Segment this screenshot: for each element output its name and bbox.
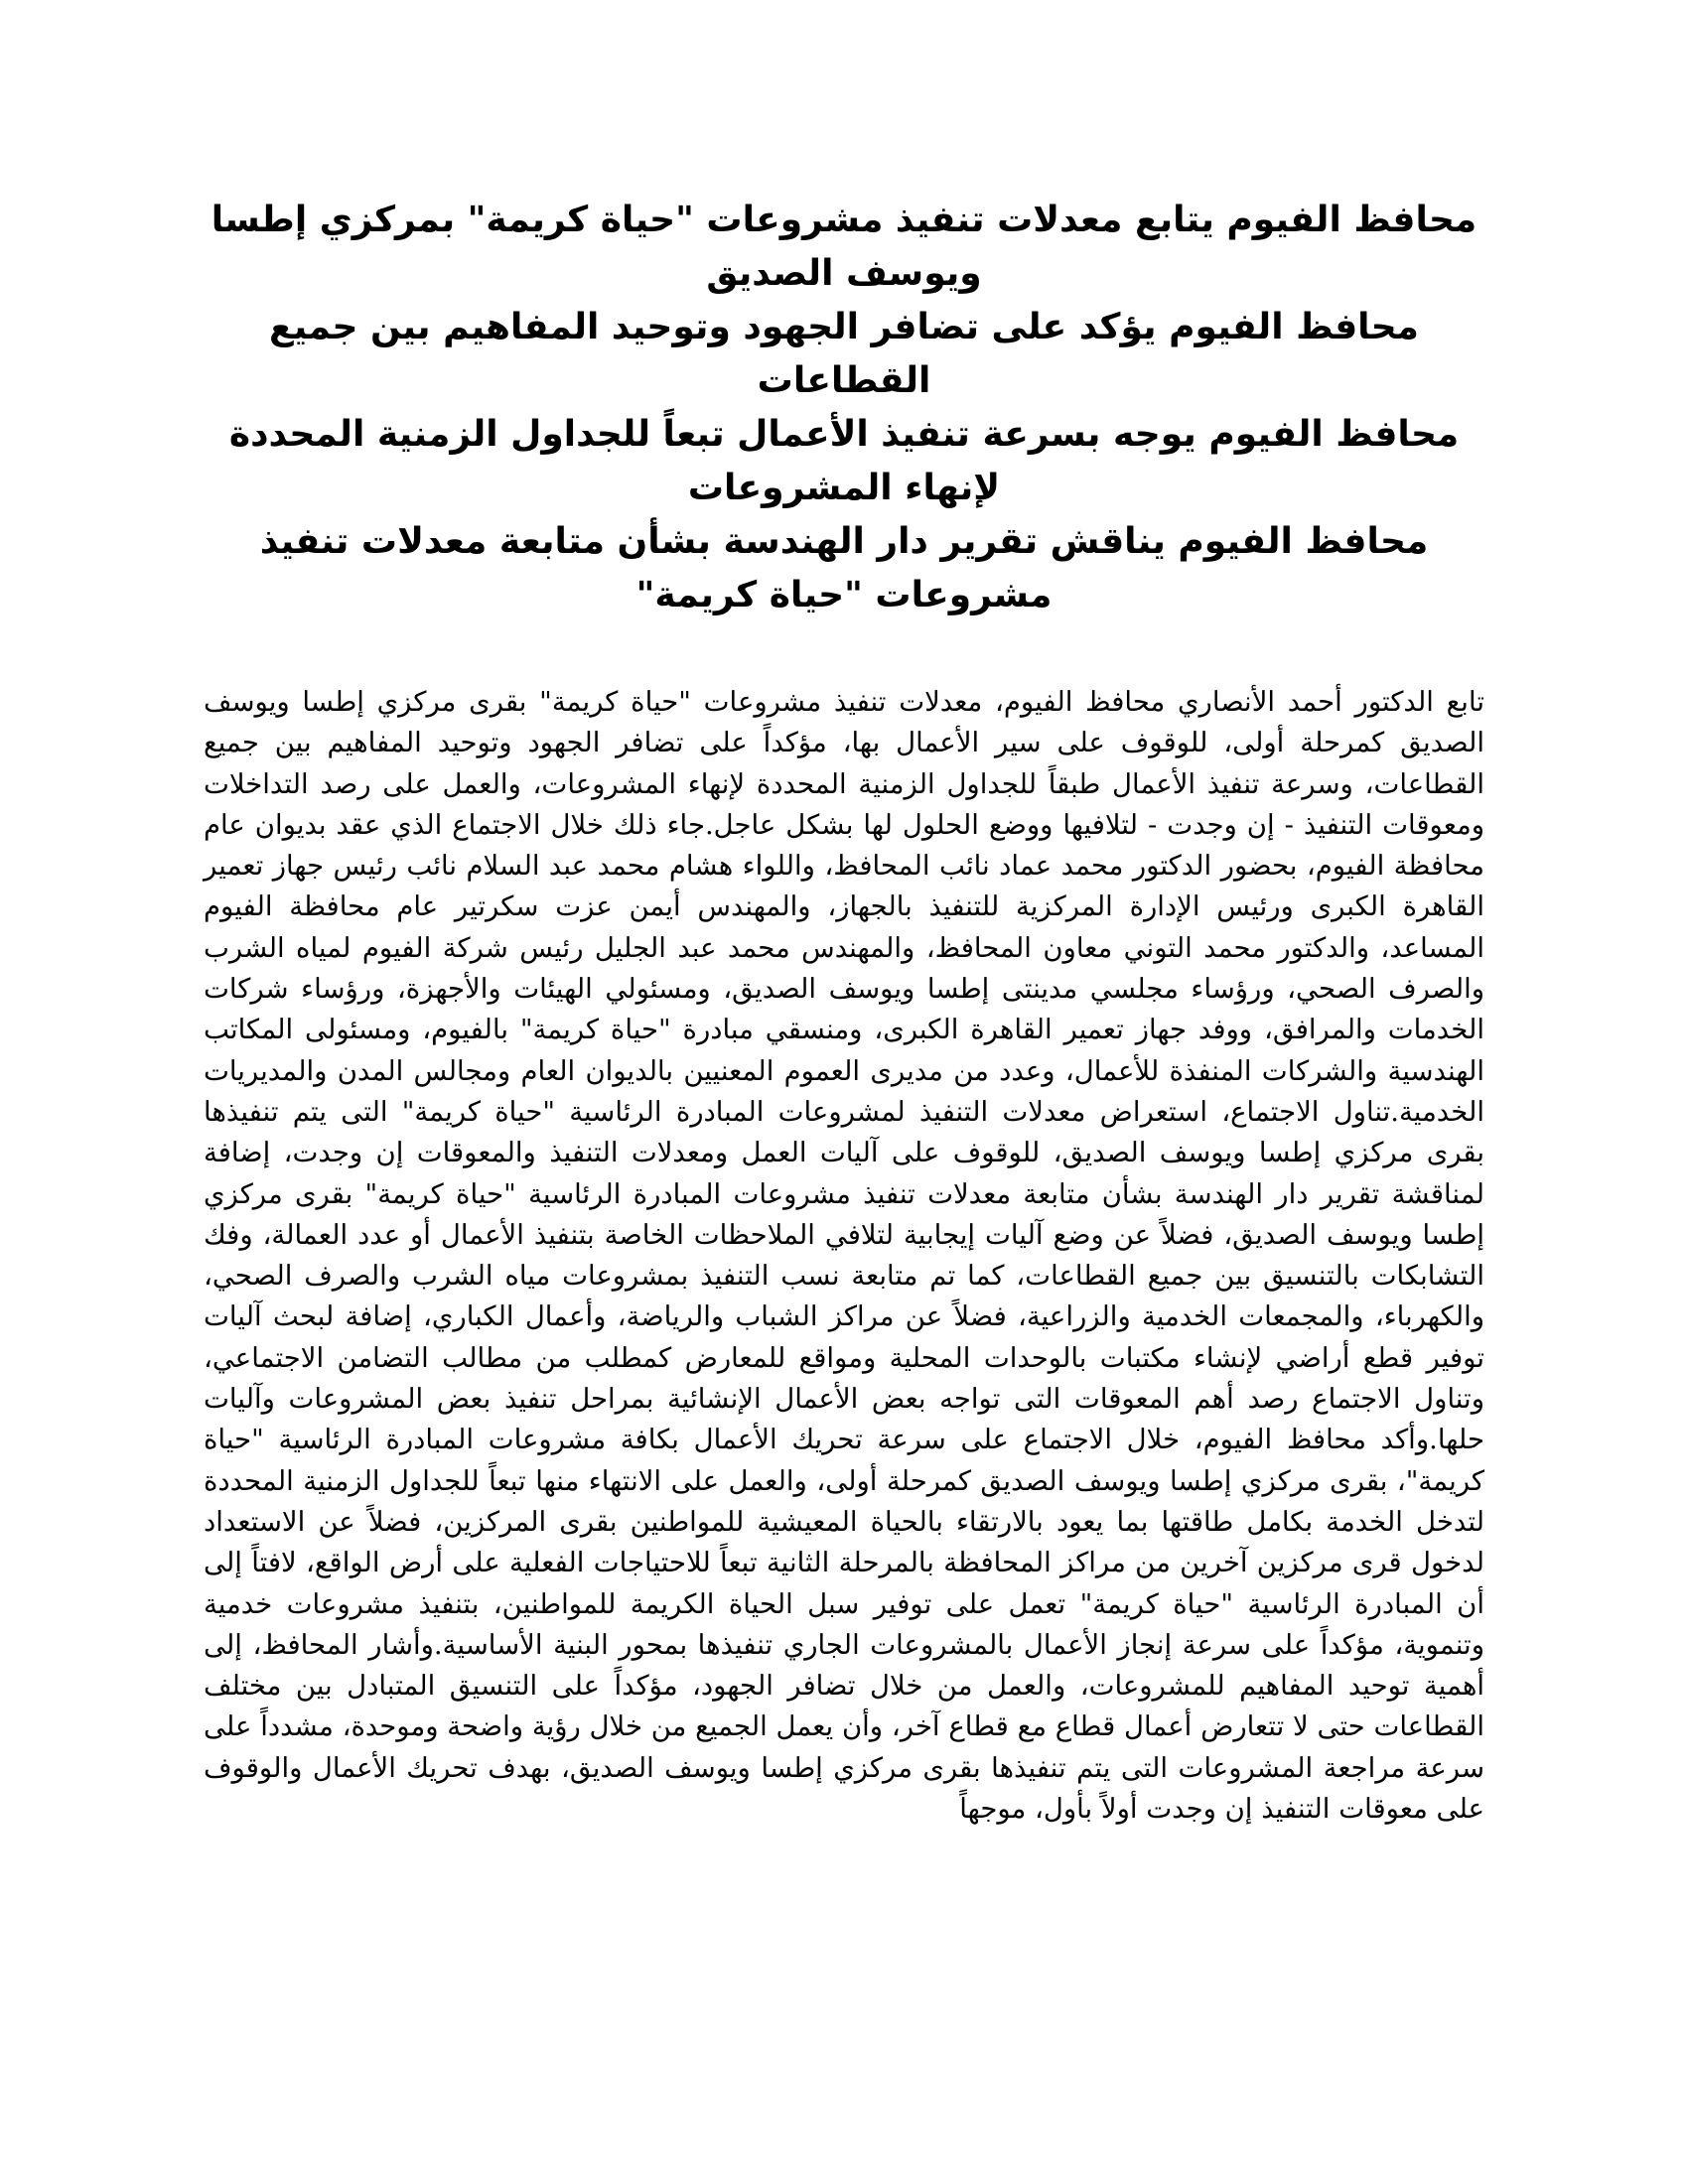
article-body: تابع الدكتور أحمد الأنصاري محافظ الفيوم، معدلات تنفيذ مشروعات "حياة كريمة" بقرى مركزي إطسا ويوسف الصديق كمرحلة أولى، للوقوف على سير الأعمال بها، مؤكداً على تضافر الجهود وتوحيد المفاهيم بين جميع القطاعات، وسرعة تنفيذ الأعمال طبقاً للجداول الزمنية المحددة لإنهاء المشروعات، والعمل على رصد التداخلات ومعوقات التنفيذ - إن وجدت - لتلافيها ووضع الحلول لها بشكل عاجل.جاء ذلك خلال الاجتماع الذي عقد بديوان عام محافظة الفيوم، بحضور الدكتور محمد عماد نائب المحافظ، واللواء هشام محمد عبد السلام نائب رئيس جهاز تعمير القاهرة الكبرى ورئيس الإدارة المركزية للتنفيذ بالجهاز، والمهندس أيمن عزت سكرتير عام محافظة الفيوم المساعد، والدكتور محمد التوني معاون المحافظ، والمهندس محمد عبد الجليل رئيس شركة الفيوم لمياه الشرب والصرف الصحي، ورؤساء مجلسي مدينتى إطسا ويوسف الصديق، ومسئولي الهيئات والأجهزة، ورؤساء شركات الخدمات والمرافق، ووفد جهاز تعمير القاهرة الكبرى، ومنسقي مبادرة "حياة كريمة" بالفيوم، ومسئولى المكاتب الهندسية والشركات المنفذة للأعمال، وعدد من مديرى العموم المعنيين بالديوان العام ومجالس المدن والمديريات الخدمية.تناول الاجتماع، استعراض معدلات التنفيذ لمشروعات المبادرة الرئاسية "حياة كريمة" التى يتم تنفيذها بقرى مركزي إطسا ويوسف الصديق، للوقوف على آليات العمل ومعدلات التنفيذ والمعوقات إن وجدت، إضافة لمناقشة تقرير دار الهندسة بشأن متابعة معدلات تنفيذ مشروعات المبادرة الرئاسية "حياة كريمة" بقرى مركزي إطسا ويوسف الصديق، فضلاً عن وضع آليات إيجابية لتلافي الملاحظات الخاصة بتنفيذ الأعمال أو عدد العمالة، وفك التشابكات بالتنسيق بين جميع القطاعات، كما تم متابعة نسب التنفيذ بمشروعات مياه الشرب والصرف الصحي، والكهرباء، والمجمعات الخدمية والزراعية، فضلاً عن مراكز الشباب والرياضة، وأعمال الكباري، إضافة لبحث آليات توفير قطع أراضي لإنشاء مكتبات بالوحدات المحلية ومواقع للمعارض كمطلب من مطالب التضامن الاجتماعي، وتناول الاجتماع رصد أهم المعوقات التى تواجه بعض الأعمال الإنشائية بمراحل تنفيذ بعض المشروعات وآليات حلها.وأكد محافظ الفيوم، خلال الاجتماع على سرعة تحريك الأعمال بكافة مشروعات المبادرة الرئاسية "حياة كريمة"، بقرى مركزي إطسا ويوسف الصديق كمرحلة أولى، والعمل على الانتهاء منها تبعاً للجداول الزمنية المحددة لتدخل الخدمة بكامل طاقتها بما يعود بالارتقاء بالحياة المعيشية للمواطنين بقرى المركزين، فضلاً عن الاستعداد لدخول قرى مركزين آخرين من مراكز المحافظة بالمرحلة الثانية تبعاً للاحتياجات الفعلية على أرض الواقع، لافتاً إلى أن المبادرة الرئاسية "حياة كريمة" تعمل على توفير سبل الحياة الكريمة للمواطنين، بتنفيذ مشروعات خدمية وتنموية، مؤكداً على سرعة إنجاز الأعمال بالمشروعات الجاري تنفيذها بمحور البنية الأساسية.وأشار المحافظ، إلى أهمية توحيد المفاهيم للمشروعات، والعمل من خلال تضافر الجهود، مؤكداً على التنسيق المتبادل بين مختلف القطاعات حتى لا تتعارض أعمال قطاع مع قطاع آخر، وأن يعمل الجميع من خلال رؤية واضحة وموحدة، مشدداً على سرعة مراجعة المشروعات التى يتم تنفيذها بقرى مركزي إطسا ويوسف الصديق، بهدف تحريك الأعمال والوقوف على معوقات التنفيذ إن وجدت أولاً بأول، موجهاً: [204, 686, 1484, 1826]
subheadline-3: محافظ الفيوم يناقش تقرير دار الهندسة بشأن متابعة معدلات تنفيذ مشروعات "حياة كريمة": [259, 521, 1429, 615]
subheadline-2: محافظ الفيوم يوجه بسرعة تنفيذ الأعمال تبعاً للجداول الزمنية المحددة لإنهاء المشروعات: [228, 414, 1460, 508]
headlines-block: [204, 194, 1484, 622]
main-headline: محافظ الفيوم يتابع معدلات تنفيذ مشروعات "حياة كريمة" بمركزي إطسا ويوسف الصديق: [211, 200, 1477, 294]
subheadline-1: محافظ الفيوم يؤكد على تضافر الجهود وتوحيد المفاهيم بين جميع القطاعات: [269, 307, 1419, 401]
